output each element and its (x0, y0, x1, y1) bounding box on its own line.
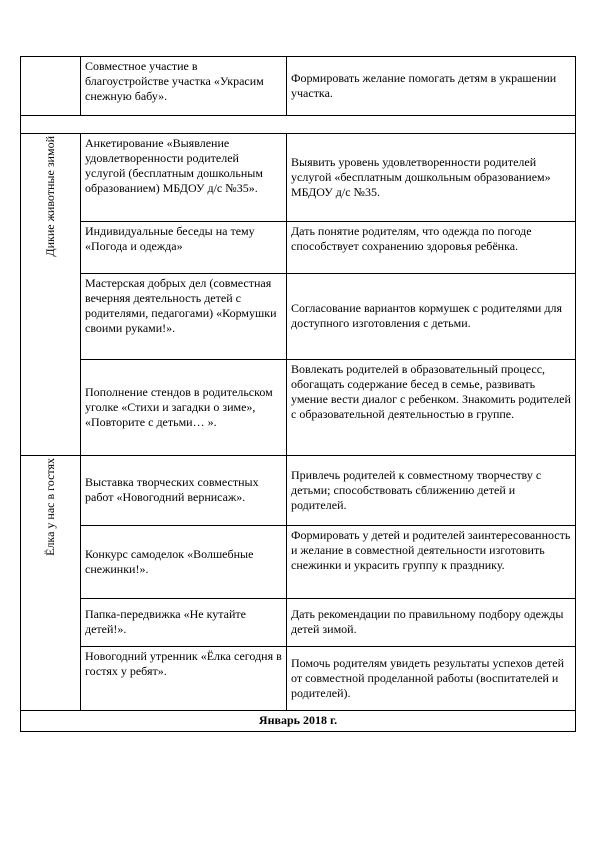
goal-text: Помочь родителям увидеть результаты успехов детей от совместной проделанной работы (воспитателей и родителей). (291, 655, 565, 700)
goal-text: Выявить уровень удовлетворенности родителей услугой «бесплатным дошкольным образованием» МБДОУ д/с №35. (291, 154, 551, 199)
table-row (21, 57, 576, 116)
theme-label: Ёлка у нас в гостях (43, 458, 57, 556)
event-cell (81, 222, 287, 274)
goal-text: Согласование вариантов кормушек с родителями для доступного изготовления с детьми. (291, 301, 562, 330)
theme-label: Дикие животные зимой (43, 136, 57, 257)
goal-cell (287, 57, 576, 116)
event-text: Выставка творческих совместных работ «Новогодний вернисаж». (85, 475, 259, 504)
goal-text: Дать рекомендации по правильному подбору одежды детей зимой. (291, 607, 564, 636)
event-cell (81, 360, 287, 456)
goal-text: Формировать желание помогать детям в украшении участка. (291, 70, 557, 100)
table-row (21, 599, 576, 647)
goal-cell (287, 599, 576, 647)
event-cell (81, 647, 287, 711)
table-row (21, 134, 576, 222)
event-cell (81, 526, 287, 599)
goal-text: Привлечь родителей к совместному творчеству с детьми; способствовать сближению детей и родителей. (291, 467, 542, 512)
goal-text: Вовлекать родителей в образовательный процесс, обогащать содержание бесед в семье, развивать умение вести диалог с ребенком. Знакомить родителей с образовательной деятельностью в группе. (291, 362, 571, 421)
goal-text: Дать понятие родителям, что одежда по погоде способствует сохранению здоровья ребёнка. (291, 224, 532, 253)
table-row (21, 360, 576, 456)
event-text: Папка-передвижка «Не кутайте детей!». (85, 607, 246, 636)
event-text: Совместное участие в благоустройстве участка «Украсим снежную бабу». (85, 59, 264, 103)
event-text: Анкетирование «Выявление удовлетворенности родителей услугой (бесплатным дошкольным образованием) МБДОУ д/с №35». (85, 136, 263, 195)
event-cell (81, 57, 287, 116)
event-text: Мастерская добрых дел (совместная вечерняя деятельность детей с родителями, педагогами) «Кормушки своими руками!». (85, 276, 277, 335)
month-heading: Январь 2018 г. (21, 711, 576, 732)
event-text: Конкурс самоделок «Волшебные снежинки!». (85, 546, 254, 576)
plan-table (20, 56, 576, 732)
event-cell (81, 599, 287, 647)
table-row (21, 526, 576, 599)
goal-cell (287, 222, 576, 274)
goal-cell (287, 647, 576, 711)
event-text: Пополнение стендов в родительском уголке «Стихи и загадки о зиме», «Повторите с детьми… ». (85, 384, 273, 429)
event-cell (81, 274, 287, 360)
theme-cell (21, 456, 81, 711)
goal-cell (287, 360, 576, 456)
event-cell (81, 134, 287, 222)
theme-cell (21, 134, 81, 456)
goal-cell (287, 274, 576, 360)
spacer-cell (21, 116, 576, 134)
event-cell (81, 456, 287, 526)
theme-cell-empty (21, 57, 81, 116)
table-row (21, 222, 576, 274)
spacer-row (21, 116, 576, 134)
goal-cell (287, 526, 576, 599)
table-row (21, 456, 576, 526)
table-row (21, 647, 576, 711)
table-row (21, 274, 576, 360)
event-text: Новогодний утренник «Ёлка сегодня в гостях у ребят». (85, 649, 282, 678)
event-text: Индивидуальные беседы на тему «Погода и одежда» (85, 224, 255, 253)
goal-text: Формировать у детей и родителей заинтересованность и желание в совместной деятельности изготовить снежинки и украсить группу к празднику. (291, 528, 571, 572)
goal-cell (287, 456, 576, 526)
goal-cell (287, 134, 576, 222)
month-row (21, 711, 576, 732)
